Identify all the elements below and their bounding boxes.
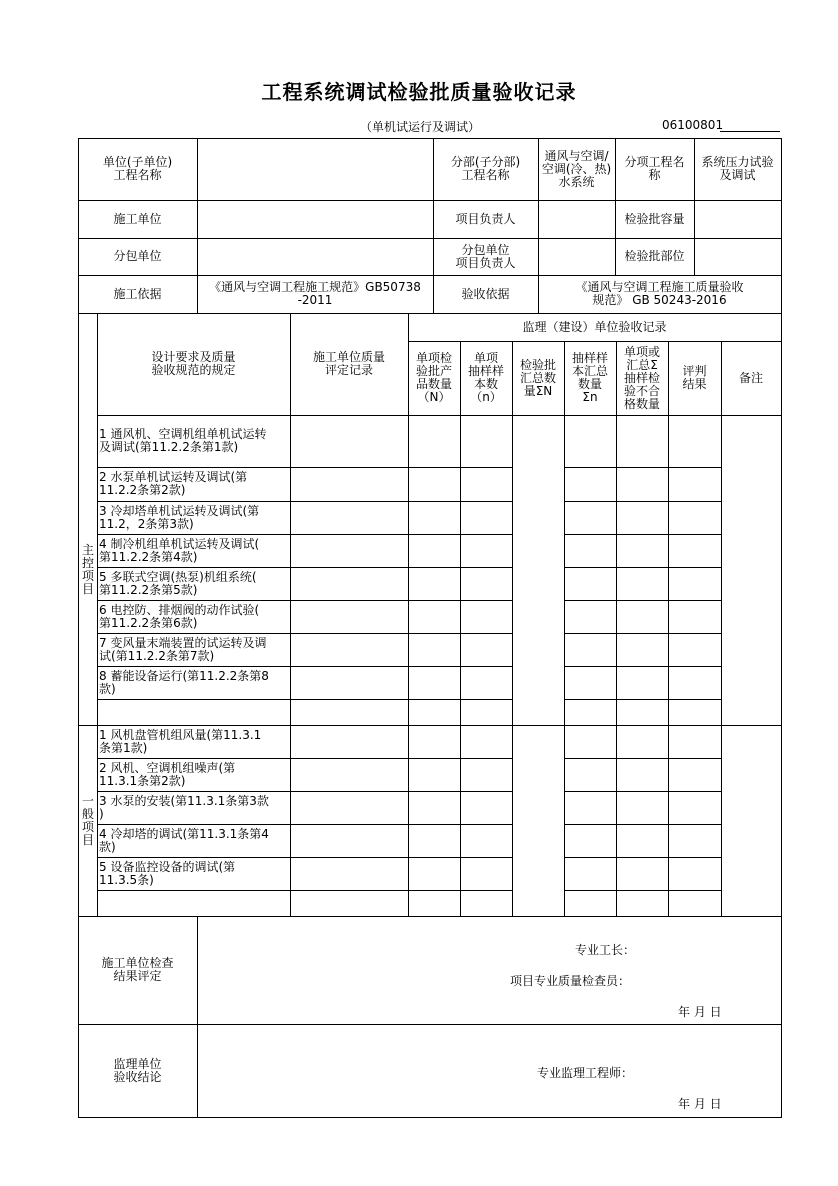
general-item-input-cell[interactable] — [460, 824, 512, 857]
general-item-input-cell[interactable] — [668, 857, 721, 890]
main-item-row — [97, 666, 290, 699]
result-header — [668, 341, 721, 415]
location-label-text: 检验批部位 — [624, 249, 685, 263]
general-item-input-cell[interactable] — [616, 857, 668, 890]
main-item-row-text: 2 水泵单机试运转及调试(第 11.2.2条第2款) — [99, 470, 248, 497]
main-item-input-cell[interactable] — [290, 600, 408, 633]
subitem-value — [694, 138, 781, 200]
basis-value — [197, 275, 433, 313]
pm-label — [433, 200, 538, 238]
table-line — [668, 890, 722, 891]
main-item-input-cell[interactable] — [564, 567, 616, 600]
main-item-row-text: 6 电控防、排烟阀的动作试验( 第11.2.2条第6款) — [99, 602, 260, 630]
table-line — [408, 890, 461, 891]
main-item-input-cell[interactable] — [668, 567, 721, 600]
table-line — [290, 890, 409, 891]
general-item-input-cell[interactable] — [408, 857, 460, 890]
main-item-input-cell[interactable] — [408, 415, 460, 467]
main-item-row — [97, 567, 290, 600]
main-item-input-cell[interactable] — [564, 501, 616, 534]
main-item-input-cell[interactable] — [408, 633, 460, 666]
table-line — [97, 699, 291, 700]
location-value[interactable] — [694, 238, 781, 275]
general-item-input-cell[interactable] — [616, 824, 668, 857]
capacity-label — [615, 200, 694, 238]
main-item-input-cell[interactable] — [460, 600, 512, 633]
general-item-input-cell[interactable] — [460, 758, 512, 791]
total-sample-header — [564, 341, 616, 415]
general-item-input-cell[interactable] — [408, 758, 460, 791]
main-item-input-cell[interactable] — [460, 666, 512, 699]
general-item-row — [97, 824, 290, 857]
table-line — [564, 699, 617, 700]
constructor-check-label — [78, 916, 197, 1024]
main-item-input-cell[interactable] — [408, 467, 460, 501]
general-item-input-cell[interactable] — [290, 758, 408, 791]
subitem-value-text: 系统压力试验 及调试 — [701, 155, 774, 182]
main-item-row-text: 4 制冷机组单机试运转及调试( 第11.2.2条第4款) — [99, 536, 260, 564]
main-item-input-cell[interactable] — [616, 567, 668, 600]
general-item-input-cell[interactable] — [616, 758, 668, 791]
code-underline — [720, 131, 780, 132]
general-item-input-cell[interactable] — [408, 824, 460, 857]
total-quantity-header — [512, 341, 564, 415]
main-item-input-cell[interactable] — [668, 534, 721, 567]
pm-value[interactable] — [538, 200, 615, 238]
general-item-row-text: 5 设备监控设备的调试(第 11.3.5条) — [99, 859, 236, 887]
sub-pm-label — [433, 238, 538, 275]
result-header-text: 评判 结果 — [682, 364, 707, 391]
general-item-input-cell[interactable] — [290, 857, 408, 890]
fail-count-header-text: 单项或 汇总Σ 抽样检 验不合 格数量 — [623, 344, 660, 411]
general-item-input-cell[interactable] — [668, 725, 721, 758]
general-items-label: 一 般 项 目 — [81, 793, 94, 847]
main-item-row — [97, 534, 290, 567]
general-item-input-cell[interactable] — [616, 725, 668, 758]
table-line — [512, 341, 513, 917]
sample-count-header-text: 单项 抽样样 本数 （n） — [467, 351, 504, 404]
main-item-row — [97, 467, 290, 501]
basis-label — [78, 275, 197, 313]
main-item-input-cell[interactable] — [668, 501, 721, 534]
table-line — [78, 1117, 782, 1118]
general-item-input-cell[interactable] — [290, 725, 408, 758]
general-item-input-cell[interactable] — [564, 725, 616, 758]
capacity-value[interactable] — [694, 200, 781, 238]
constructor-label-text: 施工单位 — [113, 211, 162, 226]
main-item-input-cell[interactable] — [408, 534, 460, 567]
main-item-row-text: 7 变风量末端装置的试运转及调 试(第11.2.2条第7款) — [99, 635, 267, 663]
constructor-evaluation-header — [290, 313, 408, 415]
sub-pm-label-text: 分包单位 项目负责人 — [455, 242, 516, 270]
main-item-input-cell[interactable] — [564, 600, 616, 633]
main-item-row-text: 8 蓄能设备运行(第11.2.2条第8 款) — [99, 668, 269, 696]
inspector-signature-label: 项目专业质量检查员： — [510, 974, 631, 988]
table-line — [197, 916, 198, 1118]
main-item-input-cell[interactable] — [408, 567, 460, 600]
location-label — [615, 238, 694, 275]
general-item-row-text: 3 水泵的安装(第11.3.1条第3款 ) — [99, 793, 269, 821]
division-value-text: 通风与空调/ 空调(冷、热) 水系统 — [541, 148, 612, 189]
document-subtitle: （单机试运行及调试） — [360, 120, 481, 134]
table-line — [616, 699, 669, 700]
main-item-input-cell[interactable] — [460, 415, 512, 467]
document-code: 06100801 — [662, 118, 724, 132]
main-item-input-cell[interactable] — [290, 567, 408, 600]
main-item-input-cell[interactable] — [668, 600, 721, 633]
main-item-input-cell[interactable] — [616, 534, 668, 567]
main-item-input-cell[interactable] — [460, 501, 512, 534]
unit-name-label-text: 单位(子单位) 工程名称 — [102, 155, 173, 182]
general-item-input-cell[interactable] — [460, 725, 512, 758]
general-item-row — [97, 791, 290, 824]
remark-header-text: 备注 — [738, 370, 763, 385]
acceptance-label — [433, 275, 538, 313]
design-requirements-header-text: 设计要求及质量 验收规范的规定 — [151, 350, 236, 377]
table-line — [290, 699, 409, 700]
main-item-input-cell[interactable] — [668, 467, 721, 501]
general-item-input-cell[interactable] — [290, 824, 408, 857]
acceptance-label-text: 验收依据 — [461, 286, 510, 301]
general-item-row — [97, 857, 290, 890]
main-item-input-cell[interactable] — [564, 633, 616, 666]
foreman-signature-label: 专业工长： — [575, 943, 636, 957]
main-item-row-text: 5 多联式空调(热泵)机组系统( 第11.2.2条第5款) — [99, 569, 257, 597]
general-item-input-cell[interactable] — [408, 725, 460, 758]
general-item-input-cell[interactable] — [616, 791, 668, 824]
general-item-input-cell[interactable] — [460, 857, 512, 890]
acceptance-value-text: 《通风与空调工程施工质量验收 规范》 GB 50243-2016 — [575, 280, 744, 307]
general-item-row-text: 4 冷却塔的调试(第11.3.1条第4 款) — [99, 826, 269, 854]
main-item-input-cell[interactable] — [290, 467, 408, 501]
main-item-input-cell[interactable] — [564, 666, 616, 699]
general-item-input-cell[interactable] — [564, 857, 616, 890]
general-item-input-cell[interactable] — [564, 824, 616, 857]
general-item-input-cell[interactable] — [668, 758, 721, 791]
main-item-row-text: 3 冷却塔单机试运转及调试(第 11.2，2条第3款) — [99, 503, 260, 531]
constructor-value[interactable] — [197, 200, 433, 238]
main-item-input-cell[interactable] — [408, 600, 460, 633]
supervisor-conclusion-label — [78, 1024, 197, 1117]
main-item-input-cell[interactable] — [668, 415, 721, 467]
fail-count-header — [616, 341, 668, 415]
table-line — [564, 890, 617, 891]
unit-name-label — [78, 138, 197, 200]
acceptance-value — [538, 275, 781, 313]
basis-label-text: 施工依据 — [113, 286, 162, 301]
constructor-label — [78, 200, 197, 238]
general-item-row — [97, 758, 290, 791]
division-label — [433, 138, 538, 200]
table-line — [721, 341, 722, 917]
remark-header — [721, 341, 781, 415]
main-item-input-cell[interactable] — [290, 501, 408, 534]
general-item-row — [97, 725, 290, 758]
supervisor-record-header — [408, 313, 781, 341]
pm-label-text: 项目负责人 — [455, 211, 516, 226]
engineer-signature-label: 专业监理工程师： — [537, 1066, 634, 1080]
supervisor-record-header-text: 监理（建设）单位验收记录 — [522, 319, 667, 334]
division-value — [538, 138, 615, 200]
general-item-row-text: 2 风机、空调机组噪声(第 11.3.1条第2款) — [99, 760, 236, 788]
constructor-evaluation-header-text: 施工单位质量 评定记录 — [312, 350, 385, 377]
table-line — [460, 890, 513, 891]
general-item-input-cell[interactable] — [668, 824, 721, 857]
main-item-input-cell[interactable] — [290, 633, 408, 666]
document-title: 工程系统调试检验批质量验收记录 — [261, 80, 577, 104]
main-item-input-cell[interactable] — [564, 467, 616, 501]
subcontractor-label-text: 分包单位 — [113, 249, 162, 263]
table-line — [408, 699, 461, 700]
total-quantity-header-text: 检验批 汇总数 量ΣN — [519, 357, 556, 398]
subcontractor-label — [78, 238, 197, 275]
main-item-input-cell[interactable] — [668, 633, 721, 666]
subitem-label-text: 分项工程名 称 — [624, 155, 685, 182]
main-item-input-cell[interactable] — [616, 501, 668, 534]
design-requirements-header — [97, 313, 290, 415]
capacity-label-text: 检验批容量 — [624, 211, 685, 226]
main-item-input-cell[interactable] — [290, 534, 408, 567]
table-line — [460, 699, 513, 700]
general-item-row-text: 1 风机盘管机组风量(第11.3.1 条第1款) — [99, 727, 262, 755]
table-line — [668, 699, 722, 700]
main-item-input-cell[interactable] — [460, 534, 512, 567]
main-item-input-cell[interactable] — [616, 633, 668, 666]
main-item-input-cell[interactable] — [616, 666, 668, 699]
main-item-input-cell[interactable] — [460, 633, 512, 666]
division-label-text: 分部(子分部) 工程名称 — [450, 155, 521, 182]
total-sample-header-text: 抽样样 本汇总 数量 Σn — [571, 351, 608, 404]
main-control-items-label: 主 控 项 目 — [81, 543, 94, 596]
general-item-input-cell[interactable] — [668, 791, 721, 824]
main-item-row — [97, 415, 290, 467]
sub-pm-value[interactable] — [538, 238, 615, 275]
main-item-row — [97, 633, 290, 666]
table-line — [781, 138, 782, 314]
basis-value-text: 《通风与空调工程施工规范》GB50738 -2011 — [209, 280, 421, 307]
main-item-input-cell[interactable] — [616, 415, 668, 467]
general-item-input-cell[interactable] — [460, 791, 512, 824]
constructor-check-label-text: 施工单位检查 结果评定 — [101, 956, 174, 983]
table-line — [97, 890, 291, 891]
main-item-input-cell[interactable] — [460, 467, 512, 501]
main-item-input-cell[interactable] — [290, 415, 408, 467]
main-item-input-cell[interactable] — [616, 600, 668, 633]
subcontractor-value[interactable] — [197, 238, 433, 275]
constructor-date: 年 月 日 — [678, 1005, 722, 1019]
main-item-input-cell[interactable] — [564, 534, 616, 567]
supervisor-date: 年 月 日 — [678, 1097, 722, 1111]
general-item-input-cell[interactable] — [564, 791, 616, 824]
main-item-input-cell[interactable] — [564, 415, 616, 467]
main-item-row-text: 1 通风机、空调机组单机试运转 及调试(第11.2.2条第1款) — [99, 427, 267, 454]
main-item-row — [97, 501, 290, 534]
supervisor-conclusion-label-text: 监理单位 验收结论 — [113, 1056, 162, 1084]
unit-name-value[interactable] — [197, 138, 433, 200]
table-line — [616, 890, 669, 891]
main-item-input-cell[interactable] — [616, 467, 668, 501]
main-item-input-cell[interactable] — [668, 666, 721, 699]
batch-quantity-header — [408, 341, 460, 415]
sample-count-header — [460, 341, 512, 415]
general-item-input-cell[interactable] — [290, 791, 408, 824]
general-item-input-cell[interactable] — [564, 758, 616, 791]
subitem-label — [615, 138, 694, 200]
table-line — [781, 313, 782, 1118]
batch-quantity-header-text: 单项检 验批产 品数量 （N） — [415, 351, 452, 404]
main-item-input-cell[interactable] — [290, 666, 408, 699]
general-item-input-cell[interactable] — [408, 791, 460, 824]
main-item-input-cell[interactable] — [408, 501, 460, 534]
main-item-input-cell[interactable] — [408, 666, 460, 699]
main-item-input-cell[interactable] — [460, 567, 512, 600]
main-item-row — [97, 600, 290, 633]
